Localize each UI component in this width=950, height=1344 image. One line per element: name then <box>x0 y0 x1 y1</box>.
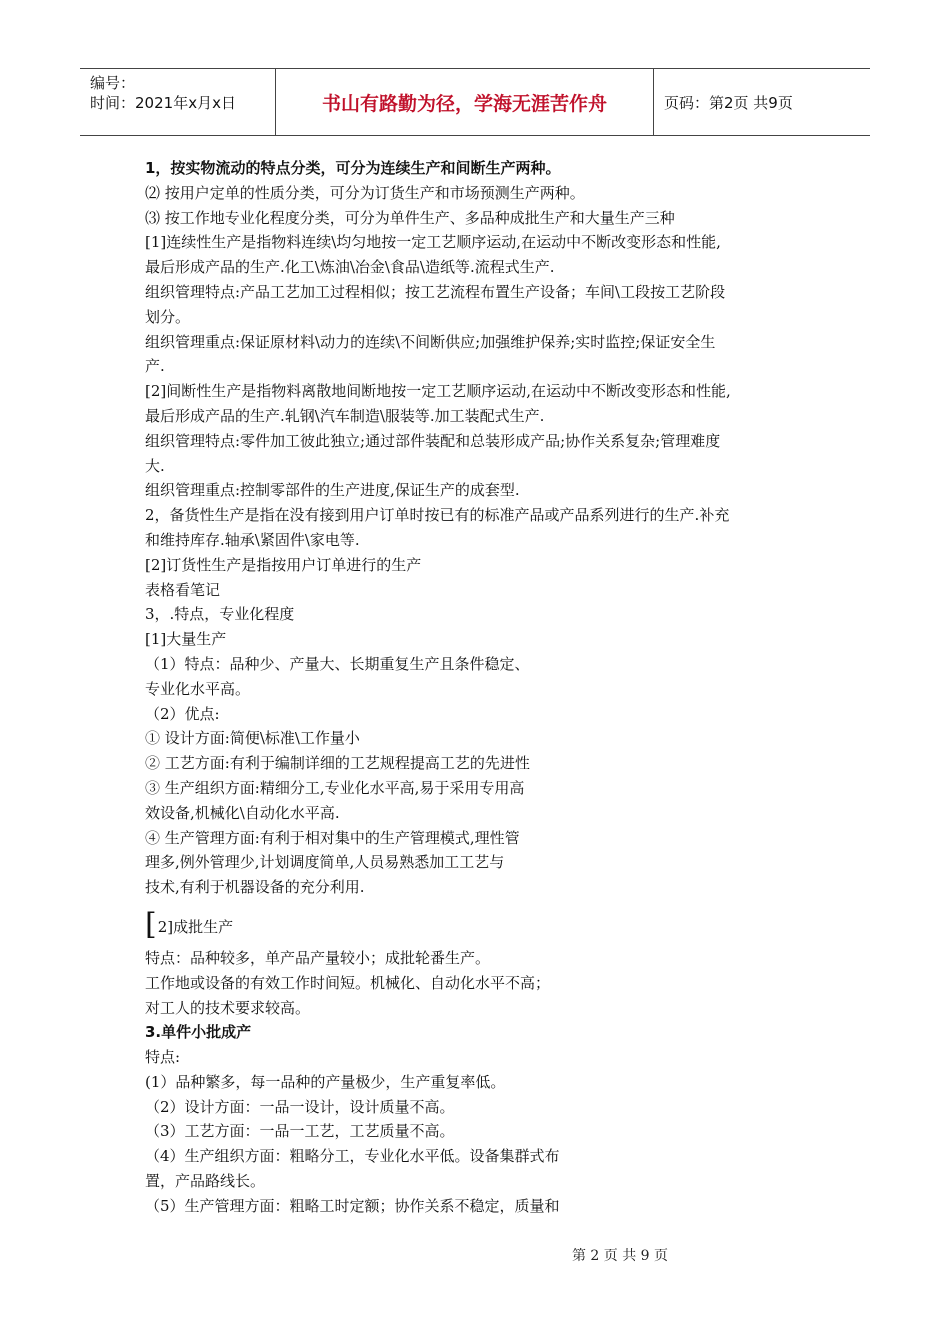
text-line: [2]订货性生产是指按用户订单进行的生产 <box>145 555 422 574</box>
page-header <box>80 68 870 136</box>
text-line: 对工人的技术要求较高。 <box>145 998 311 1017</box>
time-value: 2021年x月x日 <box>135 94 236 112</box>
text-line: 划分。 <box>145 307 191 326</box>
text-line: [2]间断性生产是指物料离散地间断地按一定工艺顺序运动,在运动中不断改变形态和性能, <box>145 382 731 401</box>
text-line: 工作地或设备的有效工作时间短。机械化、自动化水平不高； <box>145 973 551 992</box>
text-line: ③ 生产组织方面:精细分工,专业化水平高,易于采用专用高 <box>145 778 525 797</box>
text-line: 最后形成产品的生产.化工\炼油\冶金\食品\造纸等.流程式生产. <box>145 258 555 277</box>
text-line: （5）生产管理方面：粗略工时定额；协作关系不稳定，质量和 <box>145 1196 560 1215</box>
text-line: [1]大量生产 <box>145 630 227 649</box>
text-line: 组织管理重点:保证原材料\动力的连续\不间断供应;加强维护保养;实时监控;保证安全生 <box>145 332 716 351</box>
header-motto: 书山有路勤为径，学海无涯苦作舟 <box>276 69 654 135</box>
text-line: 1，按实物流动的特点分类，可分为连续生产和间断生产两种。 <box>145 159 561 177</box>
text-line: 效设备,机械化\自动化水平高. <box>145 803 340 822</box>
text-line: （2）设计方面：一品一设计，设计质量不高。 <box>145 1097 455 1116</box>
text-line: ④ 生产管理方面:有利于相对集中的生产管理模式,理性管 <box>145 828 520 847</box>
text-line: (1）品种繁多，每一品种的产量极少，生产重复率低。 <box>145 1072 506 1091</box>
text-line: 组织管理特点:产品工艺加工过程相似；按工艺流程布置生产设备；车间\工段按工艺阶段 <box>145 282 726 301</box>
text-line: 和维持库存.轴承\紧固件\家电等. <box>145 530 360 549</box>
text-line: 专业化水平高。 <box>145 679 251 698</box>
text-line: 理多,例外管理少,计划调度简单,人员易熟悉加工工艺与 <box>145 853 505 872</box>
batch-production-heading <box>145 900 825 940</box>
header-info-cell <box>80 69 276 135</box>
time-line <box>90 93 275 113</box>
text-line: 3.单件小批成产 <box>145 1023 252 1042</box>
batch-title: 2]成批生产 <box>157 918 234 937</box>
text-line: 2，备货性生产是指在没有接到用户订单时按已有的标准产品或产品系列进行的生产.补充 <box>145 506 730 525</box>
document-body <box>145 156 825 1219</box>
text-line: 特点: <box>145 1048 181 1067</box>
text-line: ② 工艺方面:有利于编制详细的工艺规程提高工艺的先进性 <box>145 754 530 773</box>
text-line: （3）工艺方面：一品一工艺，工艺质量不高。 <box>145 1122 455 1141</box>
text-line: （2）优点: <box>145 704 220 723</box>
text-line: 最后形成产品的生产.轧钢\汽车制造\服装等.加工装配式生产. <box>145 406 545 425</box>
text-line: ⑵ 按用户定单的性质分类，可分为订货生产和市场预测生产两种。 <box>145 183 585 202</box>
text-line: 组织管理特点:零件加工彼此独立;通过部件装配和总装形成产品;协作关系复杂;管理难度 <box>145 431 721 450</box>
large-bracket: [ <box>145 906 157 942</box>
text-line: 3，.特点，专业化程度 <box>145 605 295 624</box>
text-line: 大. <box>145 456 165 475</box>
code-label: 编号： <box>90 74 136 92</box>
text-line: 表格看笔记 <box>145 580 221 599</box>
text-line: （4）生产组织方面：粗略分工，专业化水平低。设备集群式布 <box>145 1147 560 1166</box>
text-line: （1）特点：品种少、产量大、长期重复生产且条件稳定、 <box>145 654 530 673</box>
text-line: 组织管理重点:控制零部件的生产进度,保证生产的成套型. <box>145 481 520 500</box>
text-line: 产. <box>145 357 165 376</box>
text-line: 特点：品种较多，单产品产量较小；成批轮番生产。 <box>145 948 491 967</box>
header-page-number: 页码：第2页 共9页 <box>664 93 793 112</box>
text-line: 置，产品路线长。 <box>145 1172 266 1191</box>
text-line: ⑶ 按工作地专业化程度分类，可分为单件生产、多品种成批生产和大量生产三种 <box>145 208 675 227</box>
text-line: [1]连续性生产是指物料连续\均匀地按一定工艺顺序运动,在运动中不断改变形态和性能, <box>145 233 721 252</box>
text-line: 技术,有利于机器设备的充分利用. <box>145 878 365 897</box>
text-line: ① 设计方面:简便\标准\工作量小 <box>145 729 360 748</box>
page-footer: 第 2 页 共 9 页 <box>571 1248 669 1264</box>
time-label: 时间： <box>90 94 136 112</box>
